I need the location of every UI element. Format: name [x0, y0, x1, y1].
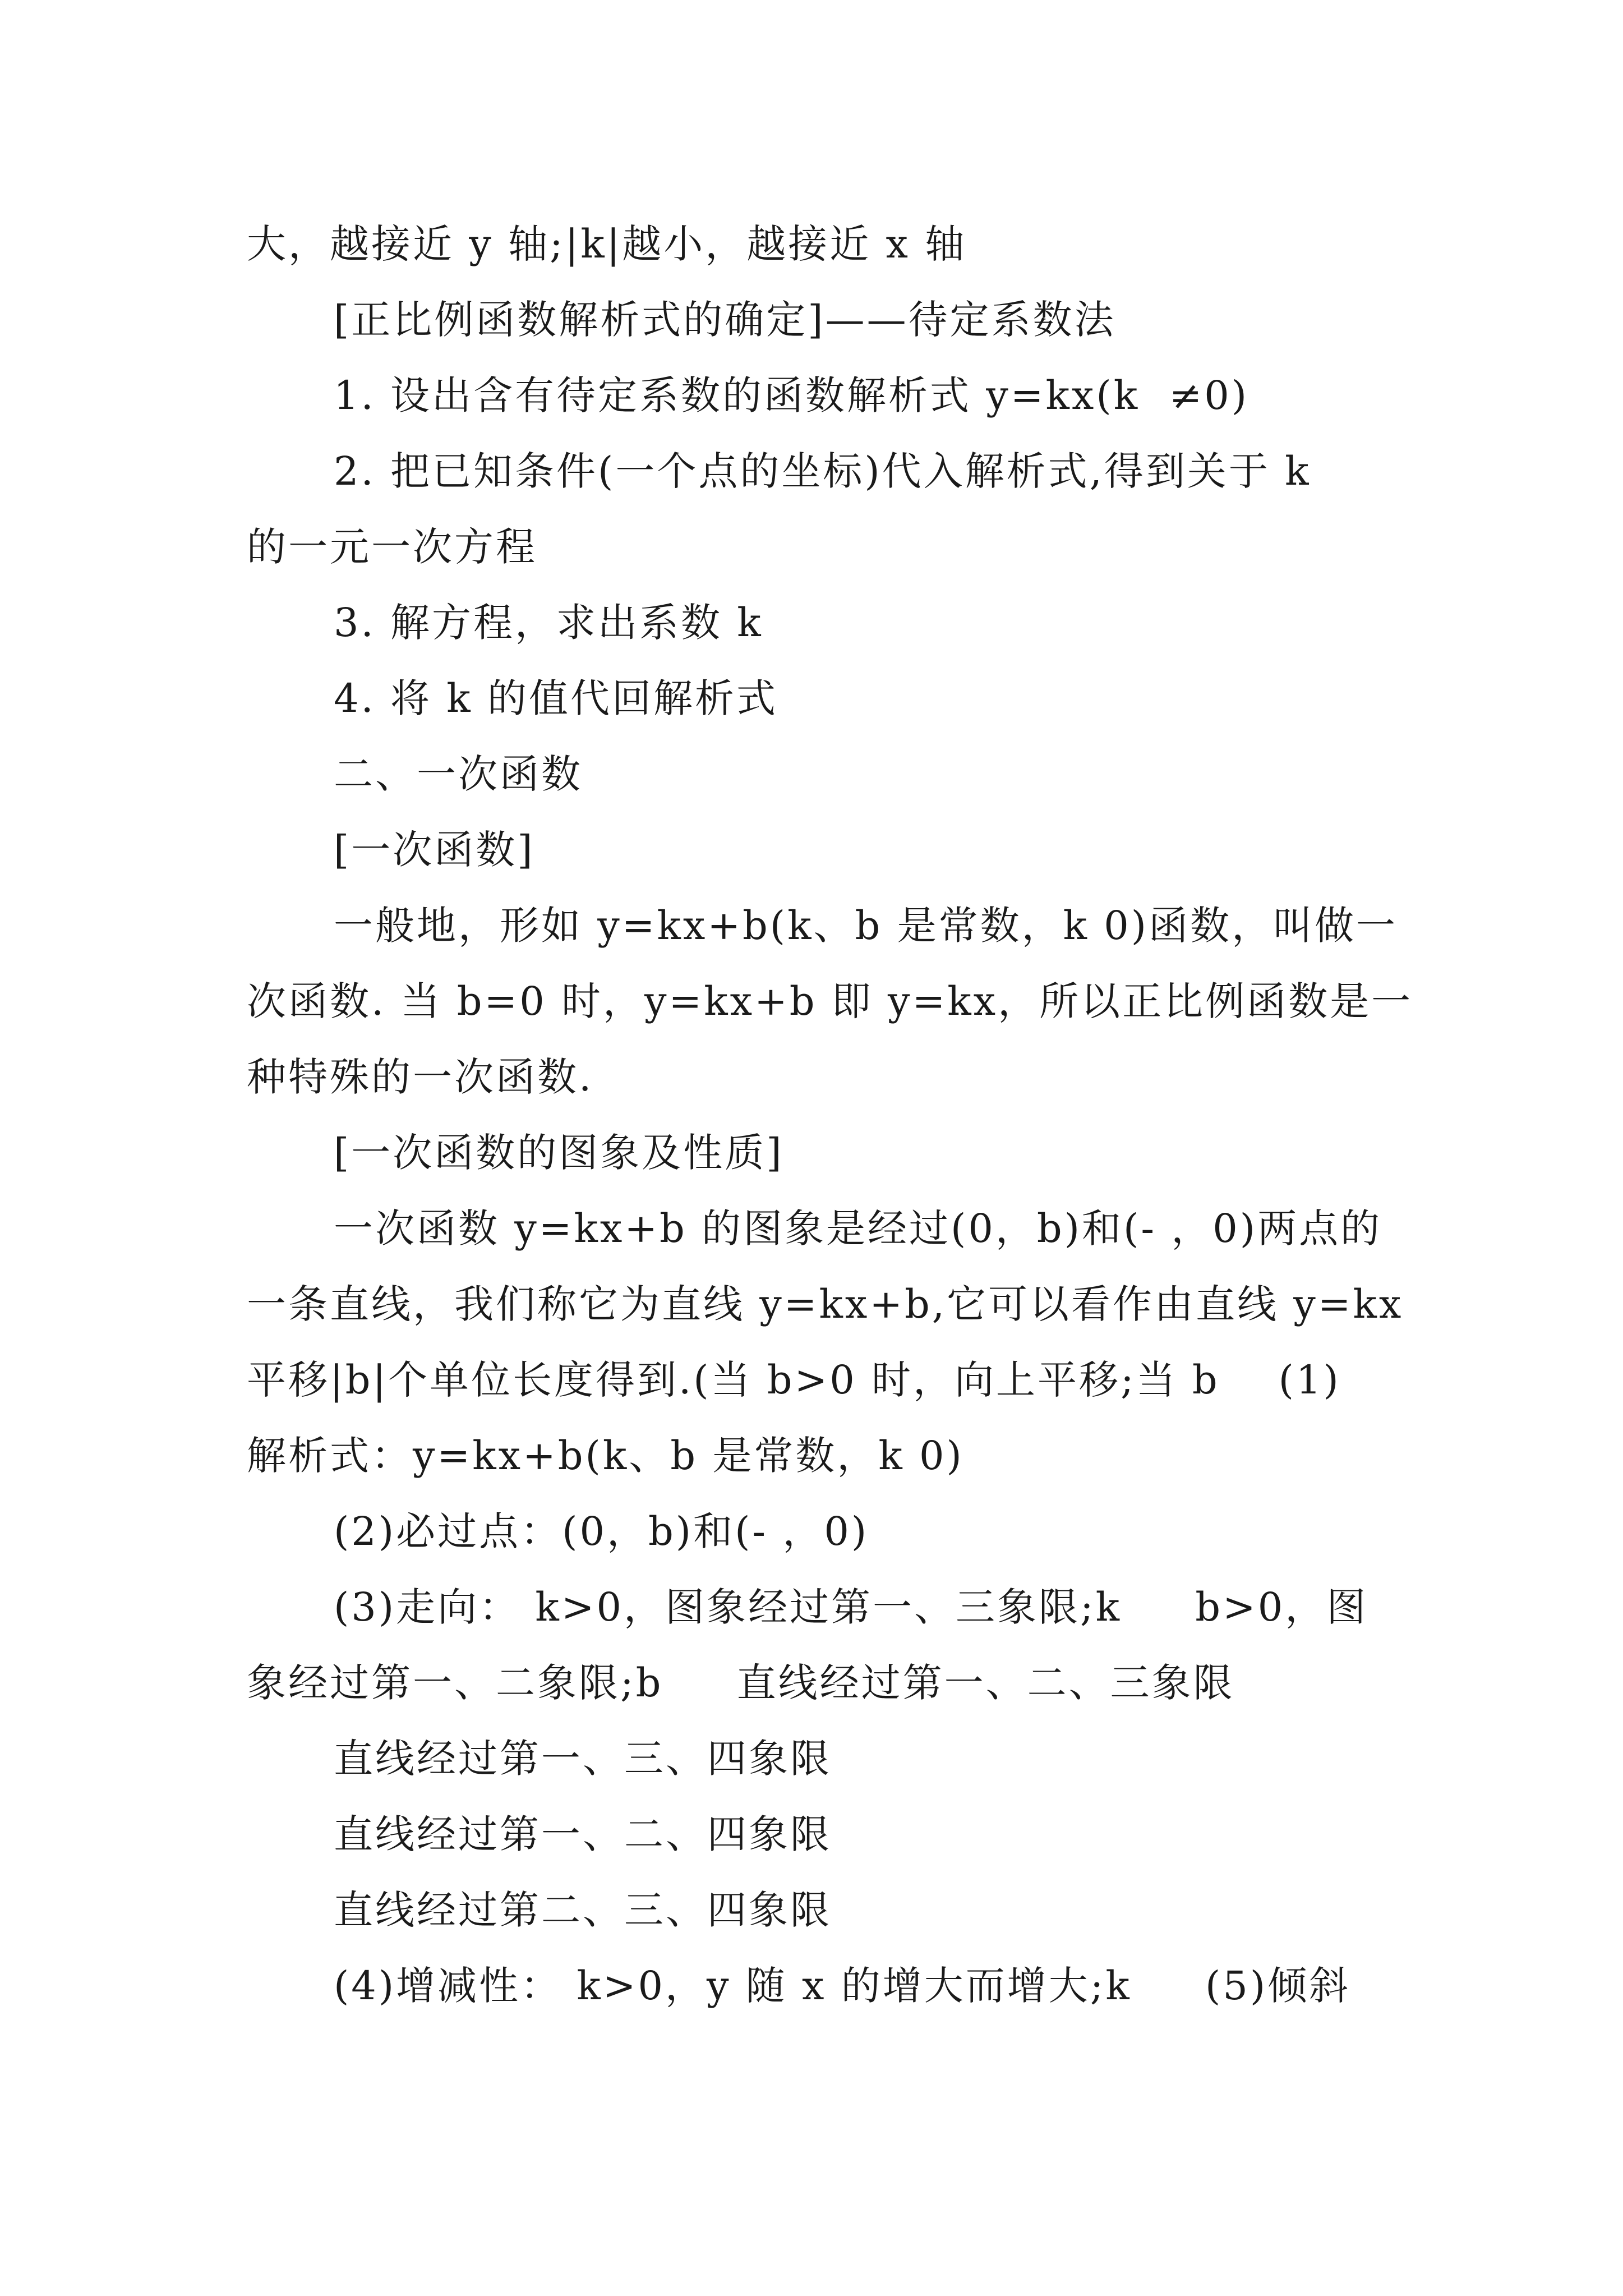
text-line: 的一元一次方程: [247, 524, 537, 570]
text-line: 一次函数 y=kx+b 的图象是经过(0，b)和(- ，0)两点的: [334, 1205, 1382, 1251]
text-line: 大，越接近 y 轴;|k|越小，越接近 x 轴: [247, 221, 967, 267]
text-line: [一次函数的图象及性质]: [334, 1130, 784, 1176]
text-line: 直线经过第二、三、四象限: [334, 1887, 832, 1933]
text-line: 二、一次函数: [334, 751, 583, 797]
text-line: 种特殊的一次函数.: [247, 1054, 594, 1100]
text-line: 平移|b|个单位长度得到.(当 b>0 时，向上平移;当 b (1): [247, 1357, 1341, 1403]
text-line: 解析式：y=kx+b(k、b 是常数，k 0): [247, 1433, 964, 1479]
text-line: 象经过第一、二象限;b 直线经过第一、二、三象限: [247, 1660, 1235, 1706]
text-line: (4)增减性： k>0，y 随 x 的增大而增大;k (5)倾斜: [334, 1963, 1351, 2009]
text-line: 2. 把已知条件(一个点的坐标)代入解析式,得到关于 k: [334, 448, 1311, 494]
text-line: 直线经过第一、三、四象限: [334, 1736, 832, 1782]
text-line: 一般地，形如 y=kx+b(k、b 是常数，k 0)函数，叫做一: [334, 903, 1398, 949]
text-line: 直线经过第一、二、四象限: [334, 1811, 832, 1857]
text-line: 3. 解方程，求出系数 k: [334, 600, 763, 646]
text-line: 次函数. 当 b=0 时，y=kx+b 即 y=kx，所以正比例函数是一: [247, 978, 1413, 1024]
text-line: (2)必过点：(0，b)和(- ，0): [334, 1508, 869, 1554]
text-line: 1. 设出含有待定系数的函数解析式 y=kx(k ≠0): [334, 372, 1249, 418]
text-line: 一条直线，我们称它为直线 y=kx+b,它可以看作由直线 y=kx: [247, 1281, 1404, 1327]
text-line: [一次函数]: [334, 827, 535, 873]
text-line: 4. 将 k 的值代回解析式: [334, 675, 778, 721]
text-line: [正比例函数解析式的确定]——待定系数法: [334, 297, 1116, 343]
text-line: (3)走向： k>0，图象经过第一、三象限;k b>0，图: [334, 1584, 1368, 1630]
